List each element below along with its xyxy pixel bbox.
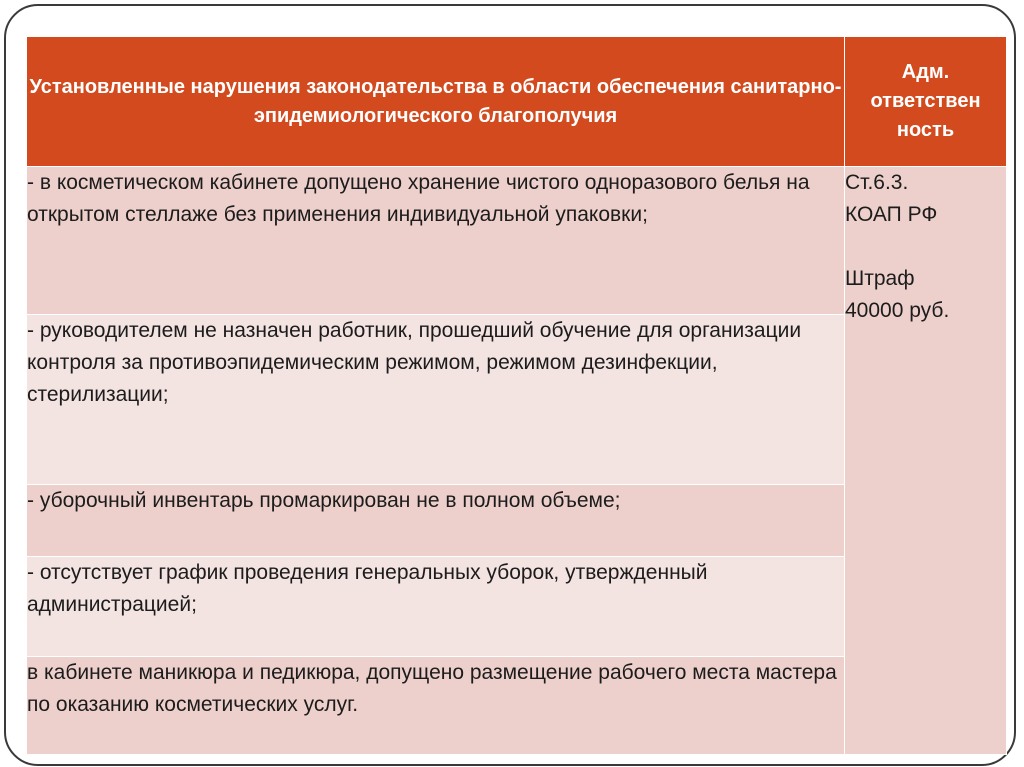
violation-cell: - отсутствует график проведения генеральных уборок, утвержденный администрацией; [27, 557, 845, 657]
fine-line-2: 40000 руб. [845, 299, 950, 322]
violation-cell: - уборочный инвентарь промаркирован не в полном объеме; [27, 485, 845, 557]
header-violations: Установленные нарушения законодательства в области обеспечения санитарно-эпидемиологического благополучия [27, 37, 845, 167]
violation-cell: в кабинете маникюра и педикюра, допущено размещение рабочего места мастера по оказанию косметических услуг. [27, 657, 845, 755]
table-row [27, 167, 1007, 315]
header-liability: Адм. ответствен ность [845, 37, 1007, 167]
spacer [845, 231, 1006, 263]
fine-line-1: Штраф [845, 267, 915, 290]
violation-cell: - в косметическом кабинете допущено хранение чистого одноразового белья на открытом стеллаже без применения индивидуальной упаковки; [27, 167, 845, 315]
liability-cell [845, 167, 1007, 755]
article-line-2: КОАП РФ [845, 203, 938, 226]
violations-table [26, 36, 1007, 755]
violation-cell: - руководителем не назначен работник, прошедший обучение для организации контроля за противоэпидемическим режимом, режимом дезинфекции, стерилизации; [27, 315, 845, 485]
article-line-1: Ст.6.3. [845, 171, 909, 194]
table-header-row [27, 37, 1007, 167]
